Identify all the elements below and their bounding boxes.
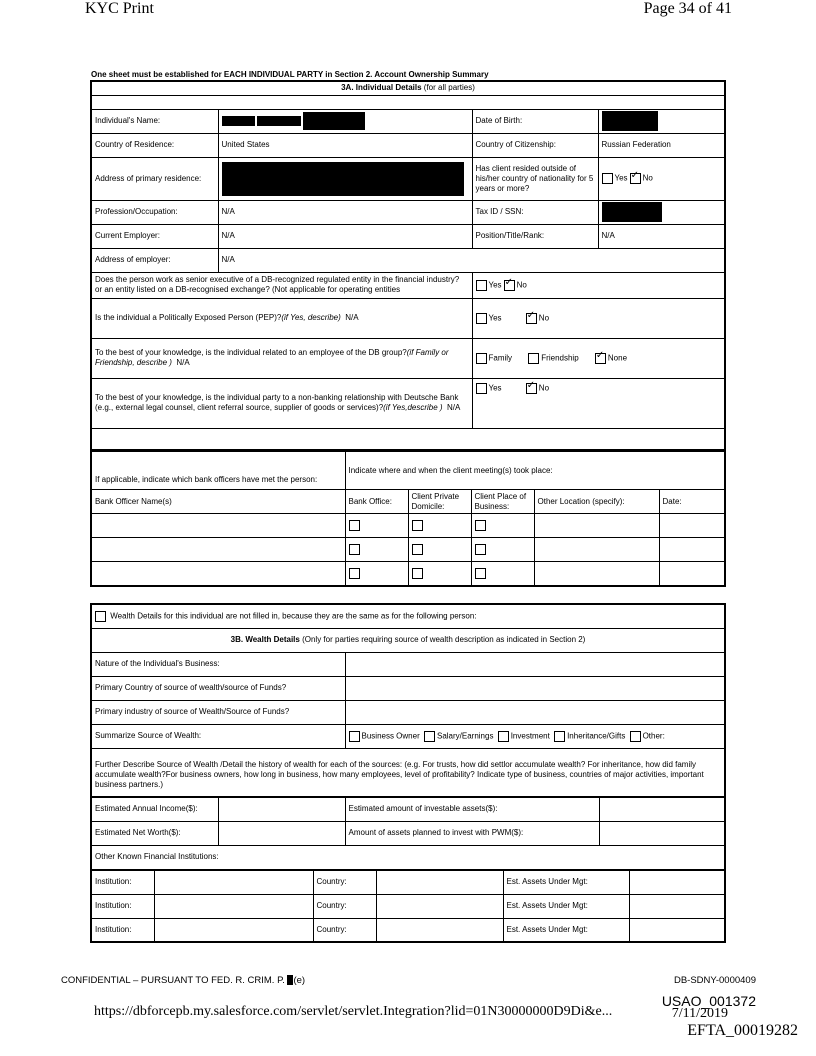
domicile-cell [408, 562, 471, 586]
institution-label: Institution: [91, 894, 154, 918]
section-3a [90, 80, 726, 587]
efta-stamp: EFTA_00019282 [687, 1022, 798, 1039]
checkbox-yes[interactable] [476, 280, 487, 291]
residence-value: United States [218, 133, 472, 157]
table-row [91, 918, 725, 942]
institution-value[interactable] [154, 918, 313, 942]
checkbox-yes[interactable] [476, 383, 487, 394]
taxid-value [598, 200, 725, 224]
position-value: N/A [598, 224, 725, 248]
checkbox-no-checked[interactable] [526, 313, 537, 324]
institution-value[interactable] [154, 870, 313, 894]
checkbox-none-checked[interactable] [595, 353, 606, 364]
col-bank-office: Bank Office: [345, 490, 408, 514]
institution-label: Institution: [91, 918, 154, 942]
officer-name-cell[interactable] [91, 562, 345, 586]
bank-officers-question: If applicable, indicate which bank officers have met the person: [91, 452, 345, 490]
meetings-table [90, 451, 726, 587]
institution-label: Institution: [91, 870, 154, 894]
checkbox-salary[interactable] [424, 731, 435, 742]
name-value [218, 109, 472, 133]
bank-office-cell [345, 538, 408, 562]
senior-exec-answer: Yes✓ No [472, 272, 725, 298]
nature-value[interactable] [345, 652, 725, 676]
further-describe: Further Describe Source of Wealth /Detail the history of wealth for each of the sources: (e.g. For trusts, how did settlor accumulate wealth? For inheritance, how did family accumulate wealth?For business owners, how long in business, how many employees, level of profitability? Indicate type of business, countries of major activities, important business partners.) [91, 748, 725, 796]
employer-address-value: N/A [218, 248, 725, 272]
checkbox-business-owner[interactable] [349, 731, 360, 742]
assets-label: Est. Assets Under Mgt: [503, 894, 629, 918]
redaction [257, 116, 301, 126]
date-cell[interactable] [659, 514, 725, 538]
citizenship-value: Russian Federation [598, 133, 725, 157]
country-label: Country: [313, 894, 376, 918]
planned-value[interactable] [599, 821, 725, 845]
country-label: Country: [313, 918, 376, 942]
income-value[interactable] [218, 797, 345, 821]
other-location-cell[interactable] [534, 514, 659, 538]
checkbox-yes[interactable] [602, 173, 613, 184]
wealth-country-value[interactable] [345, 676, 725, 700]
related-answer: Family Friendship ✓ None [472, 338, 725, 378]
checkbox-no-checked[interactable] [526, 383, 537, 394]
redaction [303, 112, 365, 130]
checkbox-bank-office[interactable] [349, 520, 360, 531]
redaction [602, 202, 662, 222]
meeting-place-question: Indicate where and when the client meeting(s) took place: [345, 452, 725, 490]
name-label: Individual's Name: [91, 109, 218, 133]
source-url[interactable]: https://dbforcepb.my.salesforce.com/servlet/servlet.Integration?lid=01N30000000D9Di&e... [94, 1004, 613, 1019]
resided-question: Has client resided outside of his/her country of nationality for 5 years or more? [472, 157, 598, 200]
country-value[interactable] [376, 894, 503, 918]
senior-exec-question: Does the person work as senior executive of a DB-recognized regulated entity in the financial industry? or an entity listed on a DB-recognised exchange? (Not applicable for operating entities [91, 272, 472, 298]
section-3a-title: 3A. Individual Details (for all parties) [91, 81, 725, 95]
other-location-cell[interactable] [534, 538, 659, 562]
pep-answer: Yes ✓ No [472, 298, 725, 338]
domicile-cell [408, 538, 471, 562]
profession-value: N/A [218, 200, 472, 224]
usao-stamp: USAO_001372 [661, 993, 756, 1009]
checkbox-business[interactable] [475, 568, 486, 579]
country-value[interactable] [376, 870, 503, 894]
checkbox-bank-office[interactable] [349, 544, 360, 555]
residence-label: Country of Residence: [91, 133, 218, 157]
resided-answer: Yes✓ No [598, 157, 725, 200]
redaction [222, 162, 464, 196]
table-row [91, 870, 725, 894]
checkbox-domicile[interactable] [412, 544, 423, 555]
employer-label: Current Employer: [91, 224, 218, 248]
institution-value[interactable] [154, 894, 313, 918]
income-table [90, 797, 726, 870]
country-value[interactable] [376, 918, 503, 942]
planned-label: Amount of assets planned to invest with PWM($): [345, 821, 599, 845]
col-date: Date: [659, 490, 725, 514]
date-cell[interactable] [659, 538, 725, 562]
assets-label: Est. Assets Under Mgt: [503, 870, 629, 894]
section-3b-title: 3B. Wealth Details (Only for parties requiring source of wealth description as indicated in Section 2) [91, 628, 725, 652]
checkbox-bank-office[interactable] [349, 568, 360, 579]
employer-value: N/A [218, 224, 472, 248]
networth-value[interactable] [218, 821, 345, 845]
checkbox-same-as[interactable] [95, 611, 106, 622]
same-as-row: Wealth Details for this individual are not filled in, because they are the same as for the following person: [91, 604, 725, 628]
position-label: Position/Title/Rank: [472, 224, 598, 248]
checkbox-yes[interactable] [476, 313, 487, 324]
dob-value [598, 109, 725, 133]
checkbox-friendship[interactable] [528, 353, 539, 364]
checkbox-domicile[interactable] [412, 520, 423, 531]
confidential-notice: CONFIDENTIAL – PURSUANT TO FED. R. CRIM. P. (e) [61, 975, 306, 986]
print-title: KYC Print [85, 0, 154, 17]
table-row [91, 514, 725, 538]
spacer [91, 428, 725, 450]
individual-details-table [90, 80, 726, 451]
investable-label: Estimated amount of investable assets($): [345, 797, 599, 821]
wealth-country-label: Primary Country of source of wealth/source of Funds? [91, 676, 345, 700]
checkbox-no-checked[interactable] [504, 280, 515, 291]
checkbox-inheritance[interactable] [554, 731, 565, 742]
employer-address-label: Address of employer: [91, 248, 218, 272]
checkbox-investment[interactable] [498, 731, 509, 742]
date-cell[interactable] [659, 562, 725, 586]
citizenship-label: Country of Citizenship: [472, 133, 598, 157]
business-cell [471, 514, 534, 538]
redaction [602, 111, 658, 131]
page-number: Page 34 of 41 [643, 0, 732, 17]
institutions-label: Other Known Financial Institutions: [91, 845, 725, 869]
investable-value[interactable] [599, 797, 725, 821]
wealth-industry-value[interactable] [345, 700, 725, 724]
doc-id: DB-SDNY-0000409 [673, 975, 756, 986]
nature-label: Nature of the Individual's Business: [91, 652, 345, 676]
col-bank-officer: Bank Officer Name(s) [91, 490, 345, 514]
country-label: Country: [313, 870, 376, 894]
address-label: Address of primary residence: [91, 157, 218, 200]
redaction [222, 116, 255, 126]
assets-label: Est. Assets Under Mgt: [503, 918, 629, 942]
summarize-label: Summarize Source of Wealth: [91, 724, 345, 748]
assets-value[interactable] [629, 918, 725, 942]
bank-office-cell [345, 562, 408, 586]
officer-name-cell[interactable] [91, 538, 345, 562]
table-row [91, 894, 725, 918]
wealth-details-table [90, 603, 726, 797]
institutions-table [90, 870, 726, 944]
col-client-business: Client Place of Business: [471, 490, 534, 514]
form-notice: One sheet must be established for EACH INDIVIDUAL PARTY in Section 2. Account Ownership Summary [91, 70, 489, 79]
spacer [91, 95, 725, 109]
networth-label: Estimated Net Worth($): [91, 821, 218, 845]
wealth-industry-label: Primary industry of source of Wealth/Source of Funds? [91, 700, 345, 724]
pep-question: Is the individual a Politically Exposed Person (PEP)?(if Yes, describe) N/A [91, 298, 472, 338]
business-cell [471, 538, 534, 562]
address-value [218, 157, 472, 200]
taxid-label: Tax ID / SSN: [472, 200, 598, 224]
related-question: To the best of your knowledge, is the individual related to an employee of the DB group?(if Family or Friendship, describe ) N/A [91, 338, 472, 378]
checkbox-no-checked[interactable] [630, 173, 641, 184]
checkbox-other[interactable] [630, 731, 641, 742]
domicile-cell [408, 514, 471, 538]
checkbox-family[interactable] [476, 353, 487, 364]
assets-value[interactable] [629, 870, 725, 894]
other-location-cell[interactable] [534, 562, 659, 586]
nonbank-answer: Yes ✓ No [472, 378, 725, 428]
checkbox-business[interactable] [475, 544, 486, 555]
col-client-domicile: Client Private Domicile: [408, 490, 471, 514]
income-label: Estimated Annual Income($): [91, 797, 218, 821]
section-3b [90, 603, 726, 943]
assets-value[interactable] [629, 894, 725, 918]
nonbank-question: To the best of your knowledge, is the individual party to a non-banking relationship with Deutsche Bank (e.g., external legal counsel, client referral source, supplier of goods or services)?(if Yes,describe ) N/A [91, 378, 472, 428]
table-row [91, 562, 725, 586]
summarize-options: Business Owner Salary/Earnings Investment Inheritance/Gifts Other: [345, 724, 725, 748]
print-date: 7/11/2019 [671, 1006, 728, 1021]
table-row [91, 538, 725, 562]
profession-label: Profession/Occupation: [91, 200, 218, 224]
officer-name-cell[interactable] [91, 514, 345, 538]
business-cell [471, 562, 534, 586]
bank-office-cell [345, 514, 408, 538]
checkbox-business[interactable] [475, 520, 486, 531]
dob-label: Date of Birth: [472, 109, 598, 133]
checkbox-domicile[interactable] [412, 568, 423, 579]
col-other-location: Other Location (specify): [534, 490, 659, 514]
